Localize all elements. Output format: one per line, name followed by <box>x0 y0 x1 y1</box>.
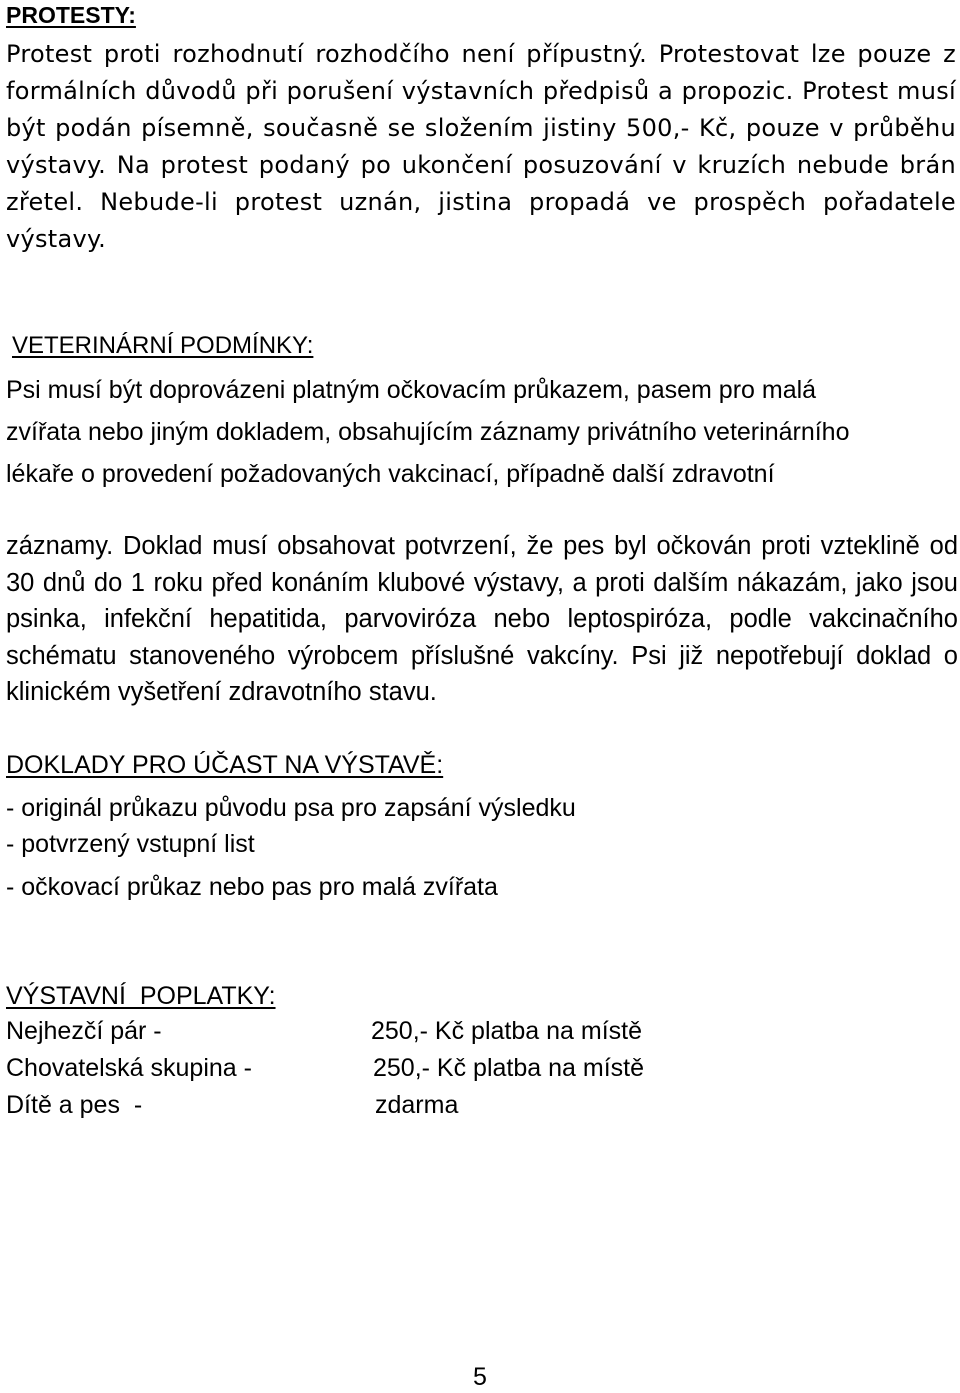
fee-value: 250,- Kč platba na místě <box>373 1054 644 1082</box>
protest-heading: PROTESTY: <box>6 2 136 28</box>
fee-label: Chovatelská skupina - <box>6 1054 252 1082</box>
fees-heading: VÝSTAVNÍ POPLATKY: <box>6 982 276 1010</box>
veterinary-line: lékaře o provedení požadovaných vakcinací, případně další zdravotní <box>6 460 775 488</box>
documents-heading: DOKLADY PRO ÚČAST NA VÝSTAVĚ: <box>6 751 444 779</box>
fee-value: 250,- Kč platba na místě <box>371 1017 642 1045</box>
fee-label: Nejhezčí pár - <box>6 1017 162 1045</box>
veterinary-heading: VETERINÁRNÍ PODMÍNKY: <box>12 332 314 359</box>
protest-paragraph: Protest proti rozhodnutí rozhodčího není přípustný. Protestovat lze pouze z formálních důvodů při porušení výstavních předpisů a propozic. Protest musí být podán písemně, současně se složením jistiny 500,- Kč, pouze v průběhu výstavy. Na protest podaný po ukončení posuzování v kruzích nebude brán zřetel. Nebude-li protest uznán, jistina propadá ve prospěch pořadatele výstavy. <box>6 40 956 253</box>
documents-list-item: - originál průkazu původu psa pro zapsání výsledku <box>6 794 576 822</box>
veterinary-paragraph: záznamy. Doklad musí obsahovat potvrzení, že pes byl očkován proti vzteklině od 30 dnů do 1 roku před konáním klubové výstavy, a proti dalším nákazám, jako jsou psinka, infekční hepatitida, parvoviróza nebo leptospiróza, podle vakcinačního schématu stanoveného výrobcem příslušné vakcíny. Psi již nepotřebují doklad o klinickém vyšetření zdravotního stavu. <box>6 532 958 707</box>
page-number: 5 <box>473 1363 487 1391</box>
fee-label: Dítě a pes - <box>6 1091 143 1119</box>
veterinary-line: zvířata nebo jiným dokladem, obsahujícím záznamy privátního veterinárního <box>6 418 850 446</box>
documents-list-item: - očkovací průkaz nebo pas pro malá zvířata <box>6 873 498 901</box>
veterinary-line: Psi musí být doprovázeni platným očkovacím průkazem, pasem pro malá <box>6 376 817 404</box>
documents-list-item: - potvrzený vstupní list <box>6 830 255 858</box>
fee-value: zdarma <box>375 1091 459 1119</box>
